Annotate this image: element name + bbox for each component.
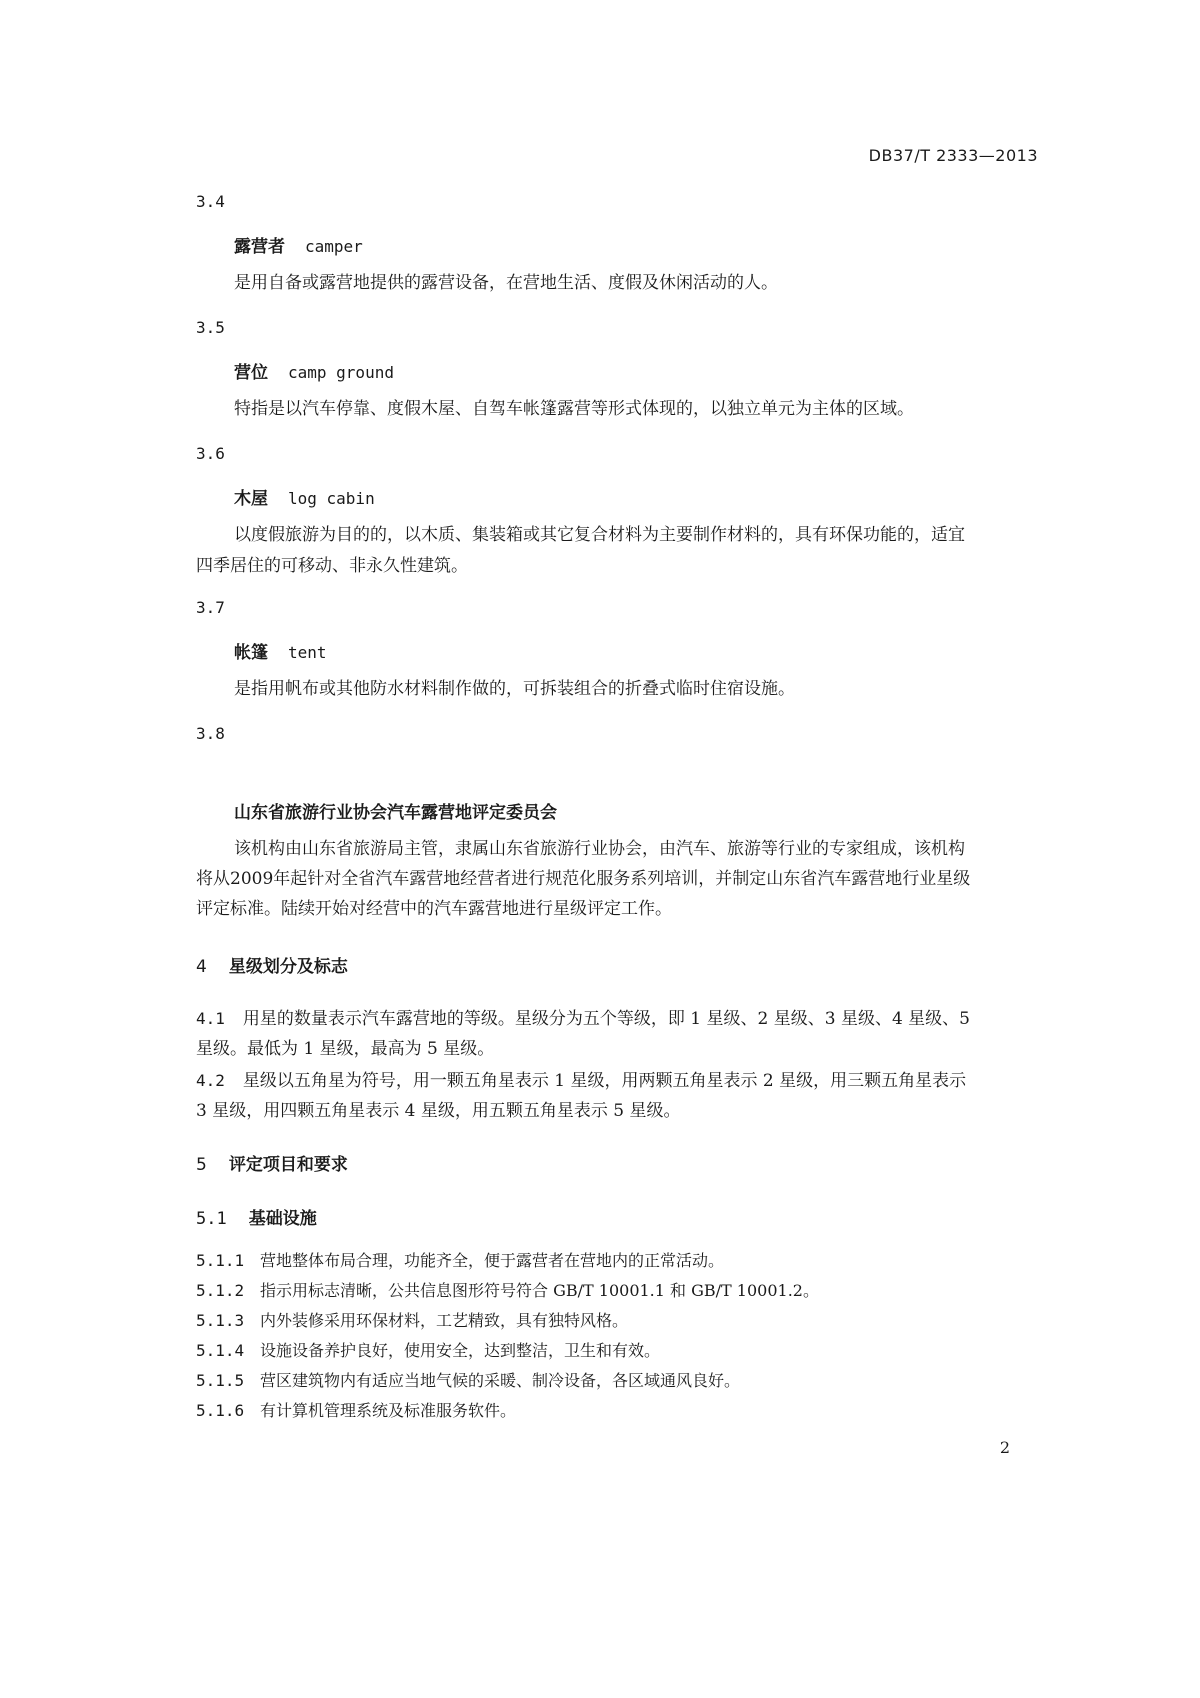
- item-text: 设施设备养护良好，使用安全，达到整洁，卫生和有效。: [260, 1341, 661, 1360]
- term-definition-line: 四季居住的可移动、非永久性建筑。: [196, 556, 468, 576]
- term-heading: [234, 358, 394, 383]
- clause-text-line: 星级。最低为 1 星级，最高为 5 星级。: [196, 1039, 495, 1059]
- item-text: 指示用标志清晰，公共信息图形符号符合 GB/T 10001.1 和 GB/T 10001.2。: [260, 1281, 819, 1300]
- item-number: 5.1.3: [196, 1311, 245, 1330]
- clause-text-line: 3 星级，用四颗五角星表示 4 星级，用五颗五角星表示 5 星级。: [196, 1101, 681, 1121]
- section-number: 5: [196, 1155, 207, 1175]
- section-number: 4: [196, 957, 207, 977]
- term-en: camp ground: [288, 363, 394, 382]
- clause-text: 星级以五角星为符号，用一颗五角星表示 1 星级，用两颗五角星表示 2 星级，用三颗五角星表示: [242, 1071, 967, 1091]
- term-definition-line: 将从2009年起针对全省汽车露营地经营者进行规范化服务系列培训，并制定山东省汽车露营地行业星级: [196, 869, 971, 889]
- term-en: tent: [288, 643, 327, 662]
- section-heading: [196, 1150, 348, 1175]
- term-heading: [234, 484, 375, 509]
- clause-4-2: [196, 1066, 1041, 1096]
- term-cn: 木屋: [234, 489, 268, 509]
- list-item: [196, 1336, 660, 1366]
- term-number: 3.5: [196, 318, 225, 337]
- term-number: 3.7: [196, 598, 225, 617]
- clause-4-1: [196, 1004, 1041, 1034]
- item-number: 5.1.2: [196, 1281, 245, 1300]
- section-title: 星级划分及标志: [228, 957, 348, 977]
- term-definition: 是指用帆布或其他防水材料制作做的，可拆装组合的折叠式临时住宿设施。: [234, 679, 795, 699]
- term-number: 3.8: [196, 724, 225, 743]
- subsection-number: 5.1: [196, 1209, 227, 1229]
- term-cn: 营位: [234, 363, 268, 383]
- section-title: 评定项目和要求: [228, 1155, 348, 1175]
- term-cn: 帐篷: [234, 643, 268, 663]
- clause-number: 4.2: [196, 1071, 225, 1090]
- term-heading: [234, 798, 557, 823]
- list-item: [196, 1366, 740, 1396]
- subsection-heading: [196, 1204, 317, 1229]
- item-number: 5.1.5: [196, 1371, 245, 1390]
- item-text: 营地整体布局合理，功能齐全，便于露营者在营地内的正常活动。: [260, 1251, 725, 1270]
- page-number: 2: [999, 1438, 1010, 1457]
- term-cn: 山东省旅游行业协会汽车露营地评定委员会: [234, 803, 557, 823]
- section-heading: [196, 952, 348, 977]
- list-item: [196, 1306, 628, 1336]
- item-number: 5.1.4: [196, 1341, 245, 1360]
- item-number: 5.1.6: [196, 1401, 245, 1420]
- item-text: 有计算机管理系统及标准服务软件。: [260, 1401, 517, 1420]
- document-code: DB37/T 2333—2013: [868, 146, 1038, 165]
- item-number: 5.1.1: [196, 1251, 245, 1270]
- list-item: [196, 1246, 724, 1276]
- list-item: [196, 1396, 516, 1426]
- term-cn: 露营者: [234, 237, 285, 257]
- term-definition: 是用自备或露营地提供的露营设备，在营地生活、度假及休闲活动的人。: [234, 273, 778, 293]
- term-definition: 特指是以汽车停靠、度假木屋、自驾车帐篷露营等形式体现的，以独立单元为主体的区域。: [234, 399, 914, 419]
- term-en: log cabin: [288, 489, 375, 508]
- subsection-title: 基础设施: [248, 1209, 317, 1229]
- term-number: 3.6: [196, 444, 225, 463]
- term-definition-line: 评定标准。陆续开始对经营中的汽车露营地进行星级评定工作。: [196, 899, 672, 919]
- term-heading: [234, 638, 327, 663]
- term-number: 3.4: [196, 192, 225, 211]
- term-heading: [234, 232, 363, 257]
- term-en: camper: [305, 237, 363, 256]
- clause-number: 4.1: [196, 1009, 225, 1028]
- list-item: [196, 1276, 819, 1306]
- item-text: 内外装修采用环保材料，工艺精致，具有独特风格。: [260, 1311, 629, 1330]
- item-text: 营区建筑物内有适应当地气候的采暖、制冷设备，各区域通风良好。: [260, 1371, 741, 1390]
- term-definition-line: 该机构由山东省旅游局主管，隶属山东省旅游行业协会，由汽车、旅游等行业的专家组成，该机构: [234, 839, 965, 859]
- clause-text: 用星的数量表示汽车露营地的等级。星级分为五个等级，即 1 星级、2 星级、3 星级、4 星级、5: [242, 1009, 971, 1029]
- term-definition-line: 以度假旅游为目的的，以木质、集装箱或其它复合材料为主要制作材料的，具有环保功能的，适宜: [234, 525, 965, 545]
